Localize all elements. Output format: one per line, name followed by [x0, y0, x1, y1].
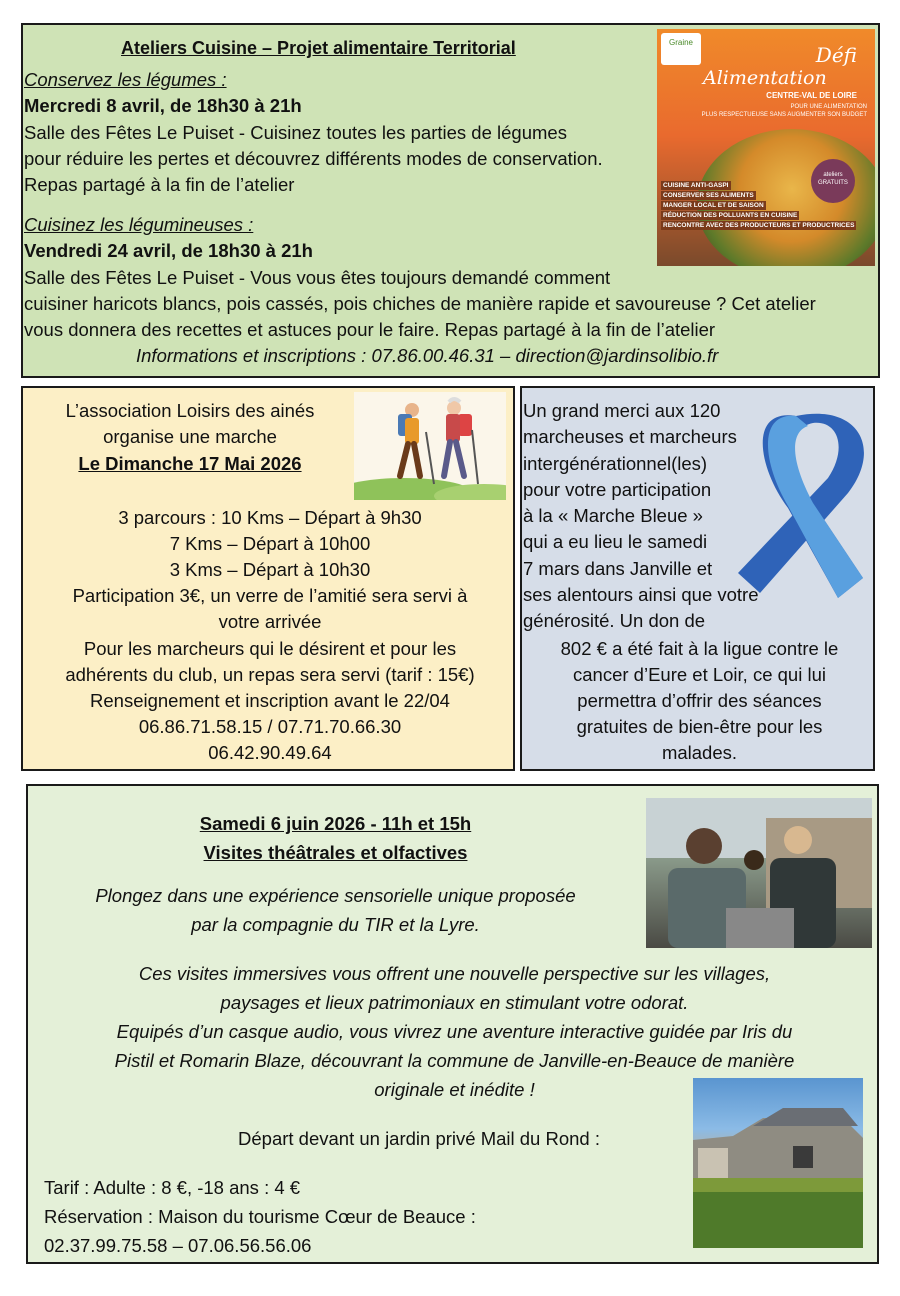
poster-subtitle-line: PLUS RESPECTUEUSE SANS AUGMENTER SON BUDGET — [701, 112, 867, 118]
marche-bleue-section — [520, 386, 875, 771]
merci-line: ses alentours ainsi que votre — [523, 584, 759, 605]
merci-line: marcheuses et marcheurs — [523, 426, 737, 447]
merci-line: 802 € a été fait à la ligue contre le — [560, 638, 839, 659]
poster-tag: RENCONTRE AVEC DES PRODUCTEURS ET PRODUCTRICES — [663, 222, 855, 229]
atelier2-line: cuisiner haricots blancs, pois cassés, pois chiches de manière rapide et savoureuse ? Cet atelier — [24, 293, 816, 314]
garden-photo — [693, 1078, 863, 1248]
blue-ribbon-icon — [718, 398, 873, 613]
poster-subtitle-line: POUR UNE ALIMENTATION — [790, 104, 867, 110]
marche-intro: L’association Loisirs des ainés — [65, 400, 315, 421]
badge-line: ateliers — [823, 172, 843, 178]
poster-subtitle — [702, 103, 867, 119]
atelier2-line: Salle des Fêtes Le Puiset - Vous vous êtes toujours demandé comment — [24, 267, 611, 288]
merci-line: 7 mars dans Janville et — [523, 558, 713, 579]
merci-line: permettra d’offrir des séances — [577, 690, 822, 711]
atelier1-name: Conservez les légumes : — [24, 69, 227, 90]
marche-line: Pour les marcheurs qui le désirent et pour les — [83, 638, 457, 659]
merci-line: générosité. Un don de — [523, 610, 706, 631]
poster-tag: MANGER LOCAL ET DE SAISON — [663, 202, 764, 209]
visites-body-line: Ces visites immersives vous offrent une nouvelle perspective sur les villages, — [138, 963, 771, 984]
visites-reservation: Réservation : Maison du tourisme Cœur de Beauce : — [44, 1206, 476, 1227]
visites-tarif: Tarif : Adulte : 8 €, -18 ans : 4 € — [44, 1177, 301, 1198]
merci-line: malades. — [661, 742, 738, 763]
defi-alimentation-poster — [657, 29, 875, 266]
poster-title-alimentation: Alimentation — [703, 67, 827, 89]
atelier2-name: Cuisinez les légumineuses : — [24, 214, 254, 235]
cuisine-title: Ateliers Cuisine – Projet alimentaire Territorial — [121, 38, 516, 58]
atelier1-line: Salle des Fêtes Le Puiset - Cuisinez toutes les parties de légumes — [24, 122, 567, 143]
visites-date: Samedi 6 juin 2026 - 11h et 15h — [199, 813, 472, 834]
poster-tag: RÉDUCTION DES POLLUANTS EN CUISINE — [663, 212, 798, 219]
marche-line: 06.86.71.58.15 / 07.71.70.66.30 — [138, 716, 402, 737]
cuisine-section — [21, 23, 880, 378]
poster-region: CENTRE-VAL DE LOIRE — [766, 91, 857, 100]
marche-line: Renseignement et inscription avant le 22/04 — [90, 690, 450, 711]
visites-intro: par la compagnie du TIR et la Lyre. — [191, 914, 480, 935]
poster-tag: CUISINE ANTI-GASPI — [663, 182, 729, 189]
visites-body-line: originale et inédite ! — [374, 1079, 535, 1100]
atelier1-date: Mercredi 8 avril, de 18h30 à 21h — [24, 95, 302, 116]
atelier1-line: pour réduire les pertes et découvrez différents modes de conservation. — [24, 148, 603, 169]
marche-line: 7 Kms – Départ à 10h00 — [169, 533, 371, 554]
marche-line: adhérents du club, un repas sera servi (tarif : 15€) — [65, 664, 475, 685]
marche-intro: organise une marche — [103, 426, 277, 447]
poster-tag: CONSERVER SES ALIMENTS — [663, 192, 754, 199]
badge-line: GRATUITS — [818, 180, 848, 186]
atelier1-line: Repas partagé à la fin de l’atelier — [24, 174, 295, 195]
graine-logo: Graine — [661, 33, 701, 65]
visites-section — [26, 784, 879, 1264]
marche-section — [21, 386, 515, 771]
marche-line: Participation 3€, un verre de l’amitié sera servi à — [72, 585, 468, 606]
atelier2-date: Vendredi 24 avril, de 18h30 à 21h — [24, 240, 313, 261]
atelier2-line: vous donnera des recettes et astuces pour le faire. Repas partagé à la fin de l’atelier — [24, 319, 716, 340]
merci-line: Un grand merci aux 120 — [523, 400, 721, 421]
visites-body-line: paysages et lieux patrimoniaux en stimulant votre odorat. — [220, 992, 689, 1013]
visites-body-line: Equipés d’un casque audio, vous vivrez une aventure interactive guidée par Iris du — [116, 1021, 793, 1042]
poster-title-defi: Défi — [815, 43, 857, 67]
marche-line: 3 parcours : 10 Kms – Départ à 9h30 — [118, 507, 422, 528]
cuisine-contact: Informations et inscriptions : 07.86.00.46.31 – direction@jardinsolibio.fr — [136, 345, 719, 366]
marche-line: 3 Kms – Départ à 10h30 — [169, 559, 371, 580]
merci-line: pour votre participation — [523, 479, 712, 500]
hikers-illustration — [354, 392, 506, 500]
visites-phones: 02.37.99.75.58 – 07.06.56.56.06 — [44, 1235, 312, 1256]
visites-body-line: Pistil et Romarin Blaze, découvrant la commune de Janville-en-Beauce de manière — [114, 1050, 795, 1071]
poster-tags — [661, 181, 856, 231]
marche-line: 06.42.90.49.64 — [208, 742, 332, 763]
merci-line: intergénérationnel(les) — [523, 453, 708, 474]
marche-line: votre arrivée — [218, 611, 322, 632]
merci-line: à la « Marche Bleue » — [523, 505, 703, 526]
merci-line: cancer d’Eure et Loir, ce qui lui — [573, 664, 826, 685]
merci-line: qui a eu lieu le samedi — [523, 531, 708, 552]
visites-title: Visites théâtrales et olfactives — [203, 842, 468, 863]
marche-date: Le Dimanche 17 Mai 2026 — [78, 453, 302, 474]
merci-line: gratuites de bien-être pour les — [576, 716, 823, 737]
visites-depart: Départ devant un jardin privé Mail du Rond : — [238, 1128, 600, 1149]
actors-photo — [646, 798, 872, 948]
visites-intro: Plongez dans une expérience sensorielle unique proposée — [95, 885, 576, 906]
